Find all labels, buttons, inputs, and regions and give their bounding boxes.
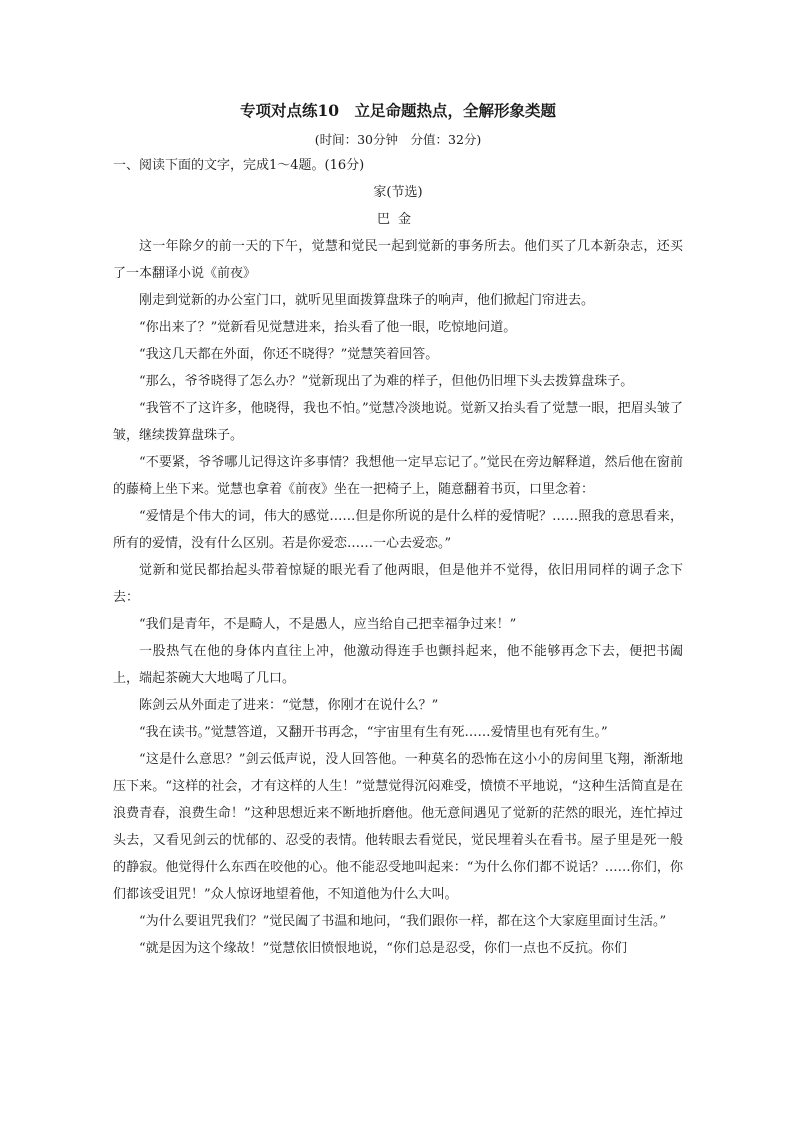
- page-title: 专项对点练10 立足命题热点，全解形象类题: [239, 101, 557, 120]
- question-instruction: 一、阅读下面的文字，完成1～4题。(16分): [113, 158, 365, 173]
- paragraph: 刚走到觉新的办公室门口，就听见里面拨算盘珠子的响声，他们掀起门帘进去。: [139, 293, 595, 308]
- paragraph: “你出来了？”觉新看见觉慧进来，抬头看了他一眼，吃惊地问道。: [139, 320, 517, 335]
- author-name: 巴金: [376, 212, 419, 227]
- paragraph: “为什么要诅咒我们？”觉民阖了书温和地问，“我们跟你一样，都在这个大家庭里面讨生活。”: [139, 914, 667, 929]
- exam-meta: (时间：30分钟 分值：32分): [314, 132, 482, 147]
- quoted-passage: “我们是青年，不是畸人，不是愚人，应当给自己把幸福争过来！”: [139, 617, 517, 632]
- work-title: 家(节选): [373, 185, 423, 200]
- paragraph: “我管不了这许多，他晓得，我也不怕。”觉慧冷淡地说。觉新又抬头看了觉慧一眼，把眉头皱了皱，继续拨算盘珠子。: [113, 401, 683, 443]
- paragraph: “我在读书。”觉慧答道，又翻开书再念，“宇宙里有生有死……爱情里也有死有生。”: [139, 725, 608, 740]
- paragraph: “我这几天都在外面，你还不晓得？”觉慧笑着回答。: [139, 347, 439, 362]
- document-page: [113, 96, 683, 962]
- paragraph: 陈剑云从外面走了进来：“觉慧，你刚才在说什么？”: [139, 698, 439, 713]
- paragraph: 一股热气在他的身体内直往上冲，他激动得连手也颤抖起来，他不能够再念下去，便把书阖上，端起茶碗大大地喝了几口。: [113, 644, 683, 686]
- paragraph: “那么，爷爷晓得了怎么办？”觉新现出了为难的样子，但他仍旧埋下头去拨算盘珠子。: [139, 374, 634, 389]
- paragraph: 觉新和觉民都抬起头带着惊疑的眼光看了他两眼，但是他并不觉得，依旧用同样的调子念下去：: [113, 563, 683, 605]
- paragraph: “就是因为这个缘故！”觉慧依旧愤恨地说，“你们总是忍受，你们一点也不反抗。你们: [139, 941, 627, 956]
- paragraph: “这是什么意思？”剑云低声说，没人回答他。一种莫名的恐怖在这小小的房间里飞翔，渐渐地压下来。“这样的社会，才有这样的人生！”觉慧觉得沉闷难受，愤愤不平地说，“这种生活简直是在浪费青春，浪费生命！”这种思想近来不断地折磨他。他无意间遇见了觉新的茫然的眼光，连忙掉过头去，又看见剑云的忧郁的、忍受的表情。他转眼去看觉民，觉民埋着头在看书。屋子里是死一般的静寂。他觉得什么东西在咬他的心。他不能忍受地叫起来：“为什么你们都不说话？……你们，你们都该受诅咒！”众人惊讶地望着他，不知道他为什么大叫。: [113, 752, 683, 902]
- paragraph: “不要紧，爷爷哪儿记得这许多事情？我想他一定早忘记了。”觉民在旁边解释道，然后他在窗前的藤椅上坐下来。觉慧也拿着《前夜》坐在一把椅子上，随意翻着书页，口里念着：: [113, 455, 683, 497]
- paragraph: 这一年除夕的前一天的下午，觉慧和觉民一起到觉新的事务所去。他们买了几本新杂志，还买了一本翻译小说《前夜》: [113, 239, 683, 281]
- quoted-passage: “爱情是个伟大的词，伟大的感觉……但是你所说的是什么样的爱情呢？……照我的意思看来，所有的爱情，没有什么区别。若是你爱恋……一心去爱恋。”: [113, 509, 683, 551]
